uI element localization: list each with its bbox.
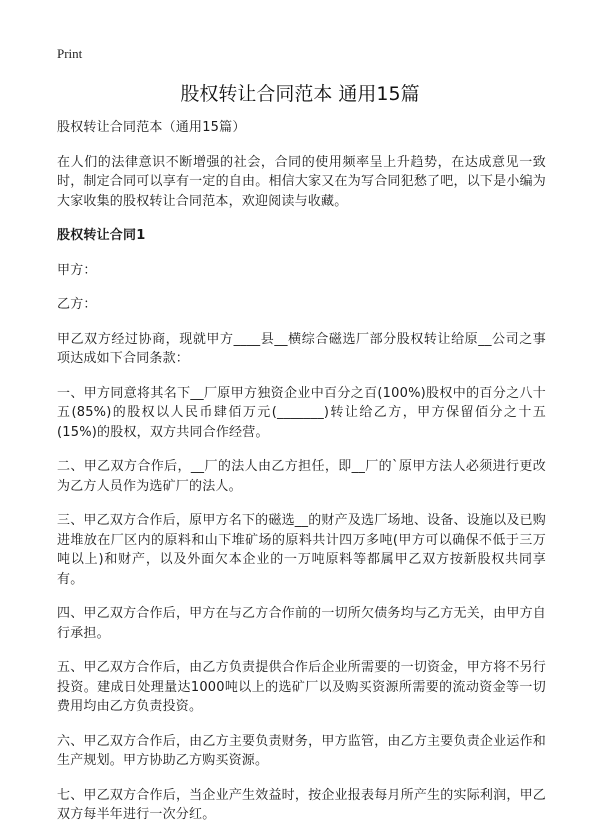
party-a-field: 甲方： [57,262,97,278]
clause-1: 一、甲方同意将其名下__厂原甲方独资企业中百分之百(100%)股权中的百分之八十五(85%)的股权以人民币肆佰万元(_______)转让给乙方，甲方保留佰分之十五(15%)的股权，双方共同合作经营。 [57,385,546,440]
clause-2: 二、甲乙双方合作后，__厂的法人由乙方担任，即__厂的`原甲方法人必须进行更改为乙方人员作为选矿厂的法人。 [57,459,546,494]
clause-5: 五、甲乙双方合作后，由乙方负责提供合作后企业所需要的一切资金，甲方将不另行投资。建成日处理量达1000吨以上的选矿厂以及购买资源所需要的流动资金等一切费用均由乙方负责投资。 [57,660,546,714]
page-title: 股权转让合同范本 通用15篇 [180,83,420,105]
party-b-field: 乙方： [57,297,97,312]
contract-preamble: 甲乙双方经过协商，现就甲方____县__横综合磁选厂部分股权转让给原__公司之事项达成如下合同条款： [57,331,546,366]
document-body [57,118,546,840]
clause-4: 四、甲乙双方合作后，甲方在与乙方合作前的一切所欠债务均与乙方无关，由甲方自行承担。 [57,606,546,641]
document-subtitle: 股权转让合同范本（通用15篇） [57,120,246,135]
clause-7: 七、甲乙双方合作后，当企业产生效益时，按企业报表每月所产生的实际利润，甲乙双方每半年进行一次分红。 [57,787,546,822]
section-heading: 股权转让合同1 [57,228,146,243]
intro-paragraph: 在人们的法律意识不断增强的社会，合同的使用频率呈上升趋势，在达成意见一致时，制定合同可以享有一定的自由。相信大家又在为写合同犯愁了吧，以下是小编为大家收集的股权转让合同范本，欢迎阅读与收藏。 [57,154,546,209]
print-link[interactable]: Print [57,46,83,61]
clause-6: 六、甲乙双方合作后，由乙方主要负责财务，甲方监管，由乙方主要负责企业运作和生产规划。甲方协助乙方购买资源。 [57,733,546,768]
clause-3: 三、甲乙双方合作后，原甲方名下的磁选__的财产及选厂场地、设备、设施以及已购进堆放在厂区内的原料和山下堆矿场的原料共计四万多吨(甲方可以确保不低于三万吨以上)和财产，以及外面欠本企业的一万吨原料等都属甲乙双方按新股权共同享有。 [57,513,546,587]
